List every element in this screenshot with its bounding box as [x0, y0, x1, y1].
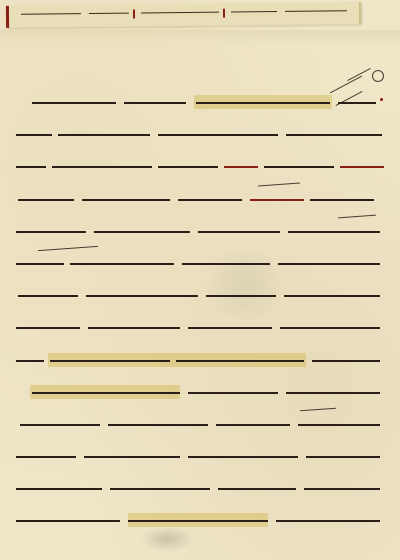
- watermark-blot: [200, 250, 290, 320]
- ink-stamp: [140, 526, 194, 552]
- margin-flourish-icon: [372, 70, 384, 82]
- manuscript-line: [8, 187, 392, 219]
- strip-shadow: [0, 30, 400, 44]
- manuscript-line: [8, 412, 392, 444]
- manuscript-text-block: [8, 90, 392, 560]
- manuscript-line: [8, 348, 392, 380]
- manuscript-line: [8, 219, 392, 251]
- manuscript-line: [8, 122, 392, 154]
- manuscript-line: [8, 508, 392, 540]
- manuscript-line: [8, 315, 392, 347]
- pasted-header-strip: [6, 2, 361, 28]
- manuscript-line: [8, 476, 392, 508]
- manuscript-line: [8, 444, 392, 476]
- manuscript-line: [8, 154, 392, 186]
- manuscript-line: [8, 90, 392, 122]
